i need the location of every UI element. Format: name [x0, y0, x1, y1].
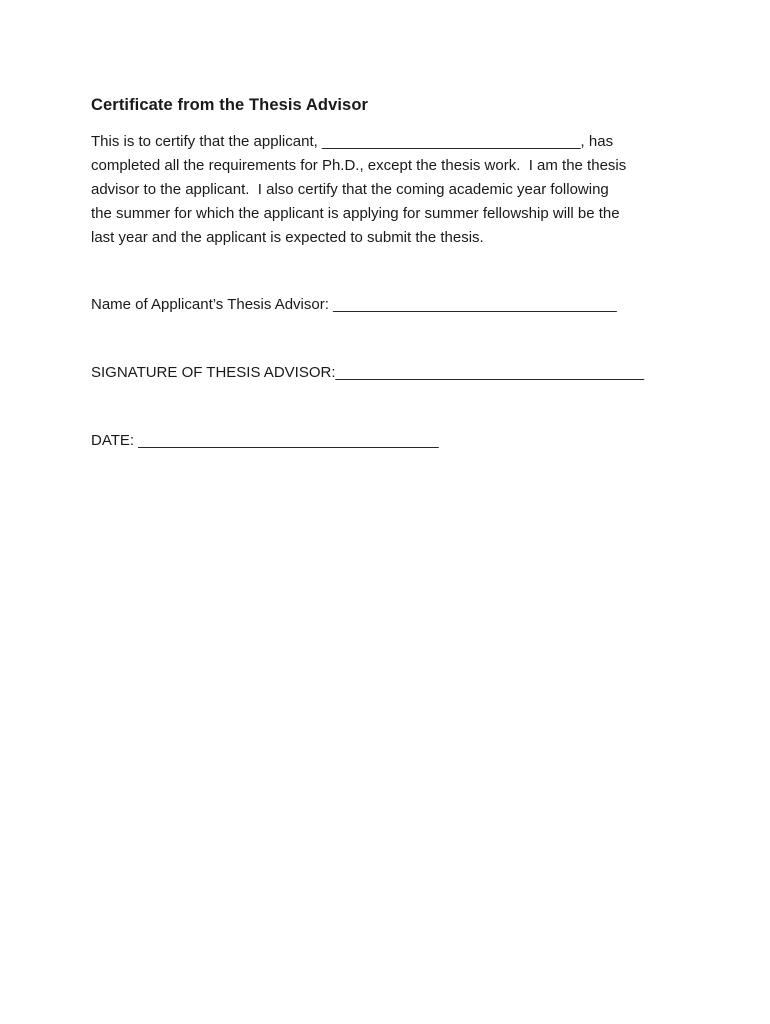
paragraph-line-5: last year and the applicant is expected to submit the thesis. — [91, 229, 484, 246]
advisor-name-field: Name of Applicant’s Thesis Advisor: __________________________________ — [91, 296, 617, 313]
certificate-content — [91, 94, 681, 452]
signature-field: SIGNATURE OF THESIS ADVISOR:_____________________________________ — [91, 364, 645, 381]
paragraph-line-1: This is to certify that the applicant, _______________________________, has — [91, 133, 614, 150]
paragraph-line-2: completed all the requirements for Ph.D., except the thesis work. I am the thesis — [91, 157, 627, 174]
paragraph-line-4: the summer for which the applicant is applying for summer fellowship will be the — [91, 205, 620, 222]
certification-paragraph — [91, 130, 681, 250]
paragraph-line-3: advisor to the applicant. I also certify that the coming academic year following — [91, 181, 609, 198]
page-title: Certificate from the Thesis Advisor — [91, 96, 369, 114]
date-field: DATE: ____________________________________ — [91, 432, 439, 449]
